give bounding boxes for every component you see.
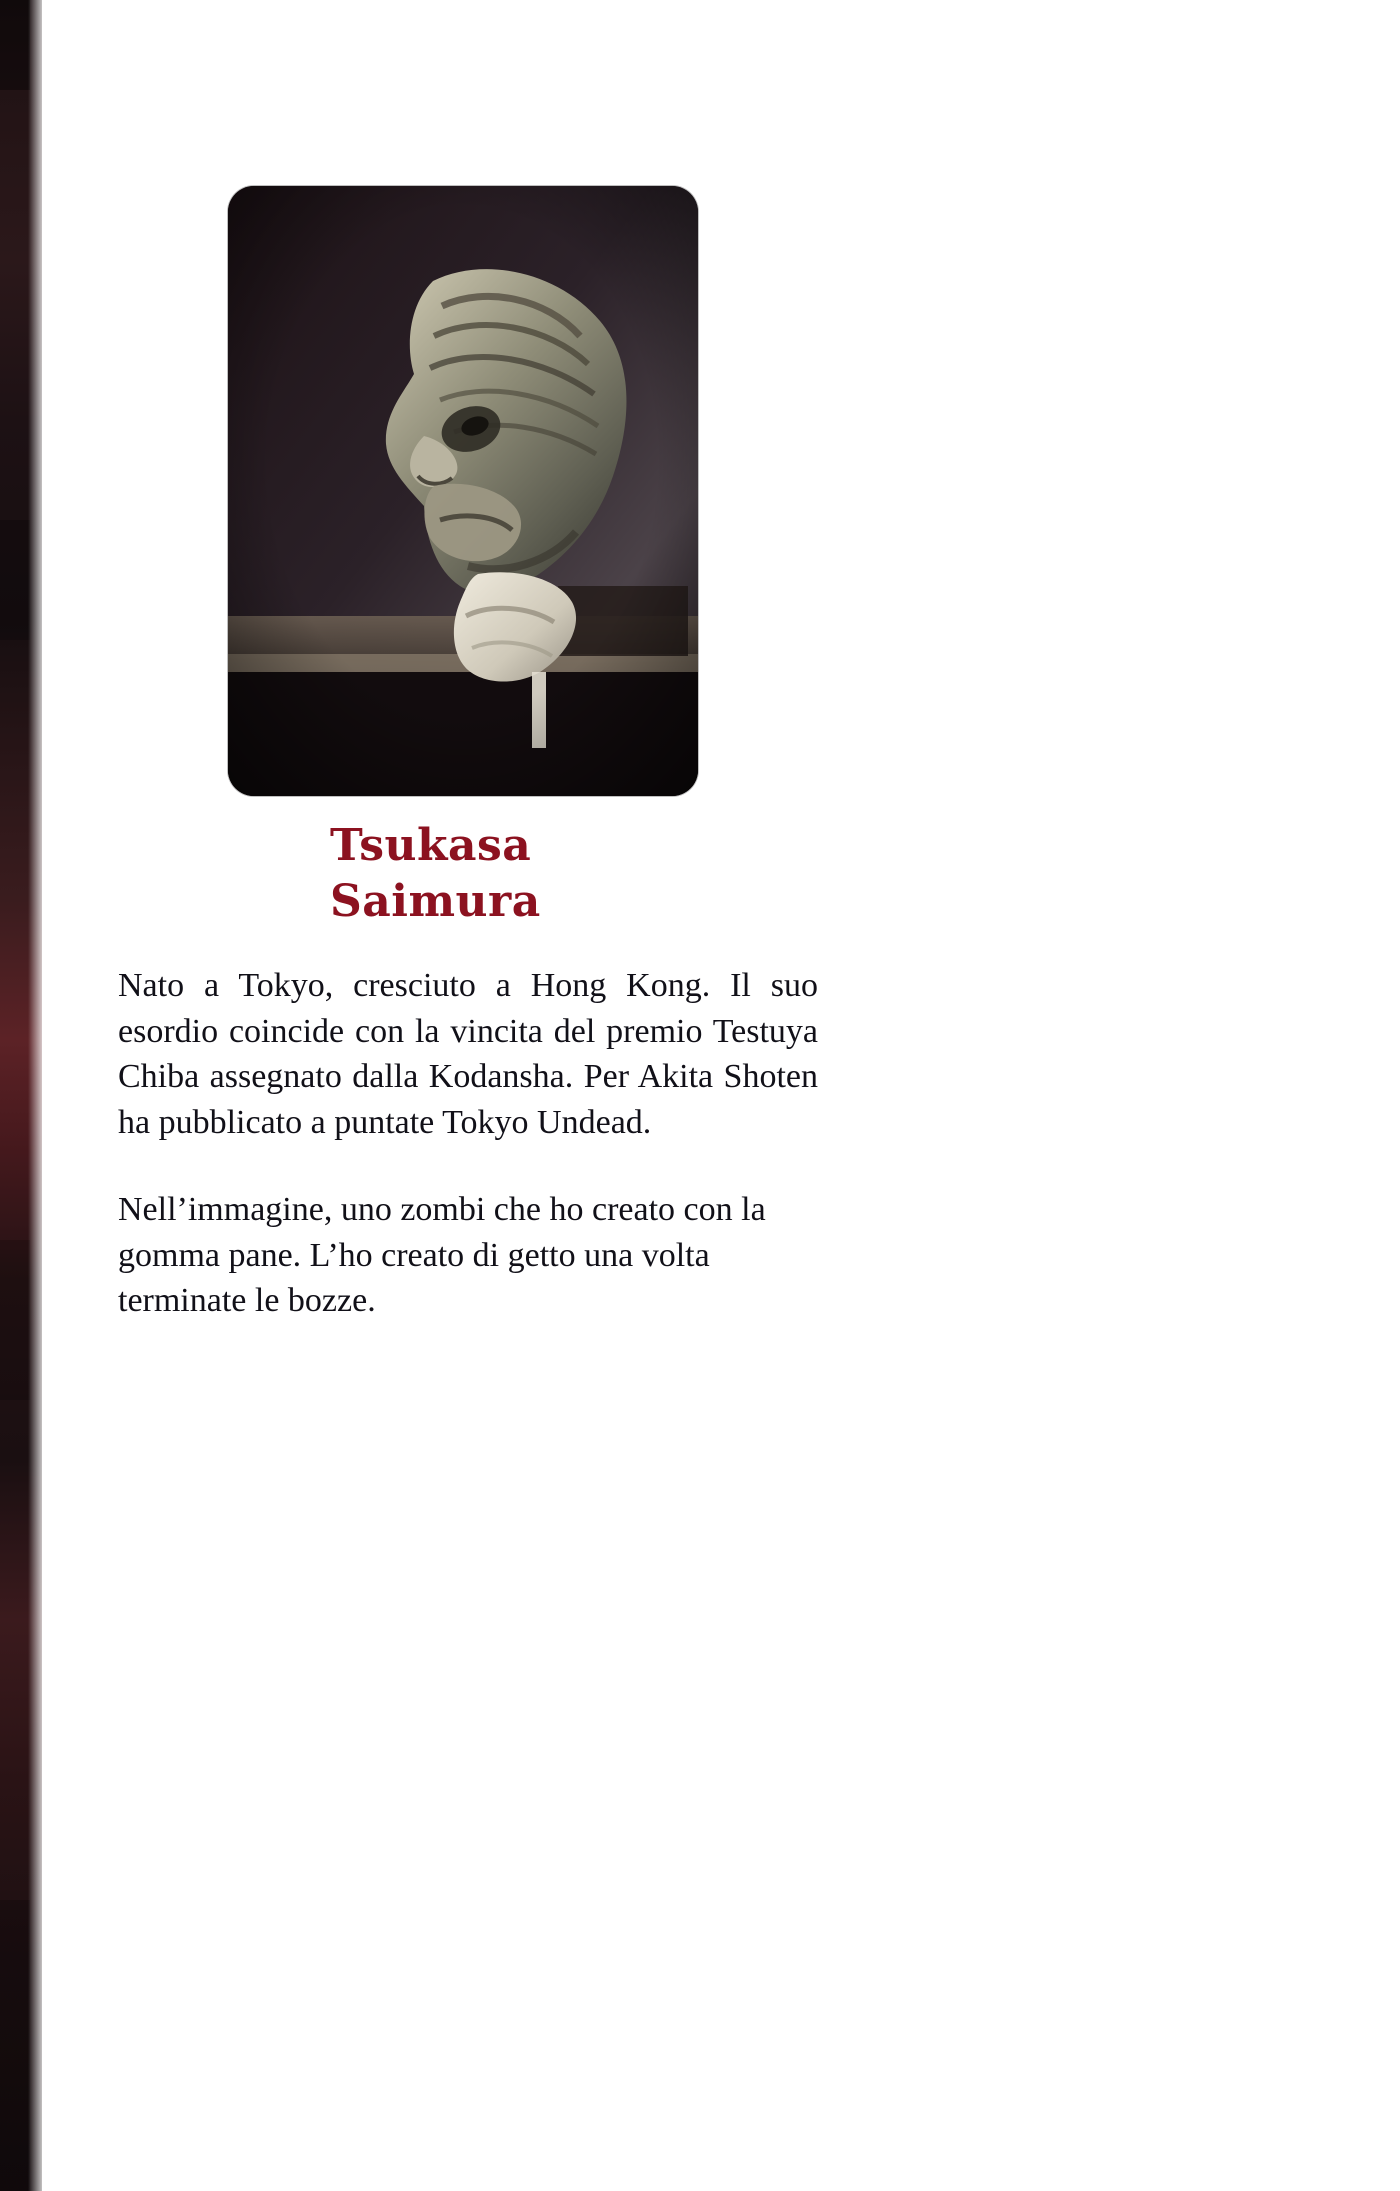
artist-last-name: Saimura: [330, 876, 541, 928]
bio-paragraph-1: Nato a Tokyo, cresciuto a Hong Kong. Il suo esordio coincide con la vincita del premio Testuya Chiba assegnato dalla Kodansha. Per Akita Shoten ha pubblicato a puntate Tokyo Undead.: [118, 967, 818, 1141]
artist-photo: [228, 186, 698, 796]
artist-bio: [118, 963, 818, 1324]
artist-name: [330, 818, 850, 931]
bio-paragraph-2: Nell’immagine, uno zombi che ho creato con la gomma pane. L’ho creato di getto una volta terminate le bozze.: [118, 1191, 766, 1320]
photo-image: [228, 186, 698, 796]
artist-first-name: Tsukasa: [330, 820, 532, 871]
